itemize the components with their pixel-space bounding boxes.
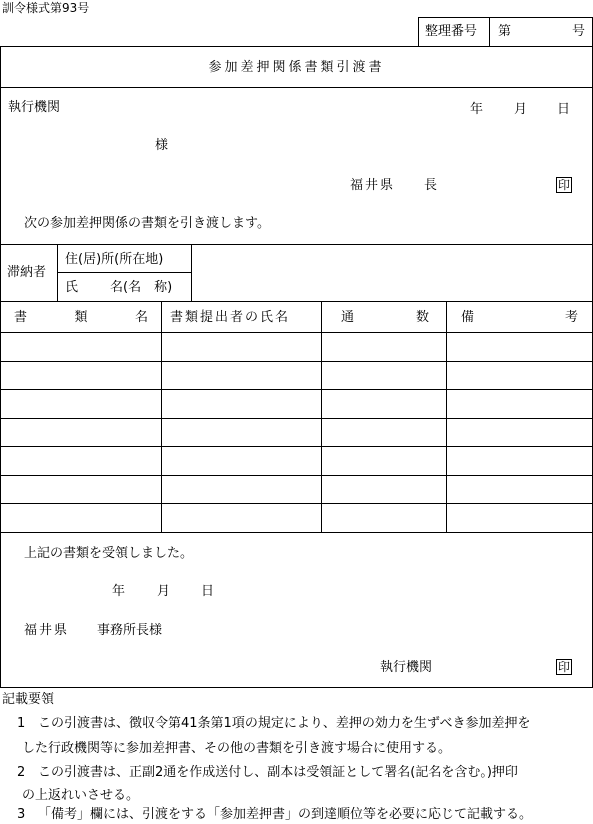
receipt-prefecture: 福井県 [24,623,70,638]
date-year: 年 [470,102,484,117]
header-remarks: 備 考 [461,310,578,325]
taxpayer-label: 滞納者 [7,265,47,280]
note-2-line-1: この引渡書は、正副2通を作成送付し、副本は受領証として署名(記名を含む。)押印 [38,765,518,780]
receipt-year: 年 [112,584,126,599]
header-count: 通 数 [341,310,429,325]
note-1-line-1: この引渡書は、徴収令第41条第1項の規定により、差押の効力を生ずべき参加差押を [38,716,531,731]
receipt-month: 月 [157,584,171,599]
note-2-number: 2 [17,765,26,780]
seiri-number-label: 整理番号 [425,24,478,39]
name-label-2: 名(名 称) [110,280,173,295]
transfer-statement: 次の参加差押関係の書類を引き渡します。 [24,216,270,231]
note-2-line-2: の上返れいさせる。 [22,788,140,803]
form-title: 参加差押関係書類引渡書 [208,60,385,75]
number-go: 号 [572,24,586,39]
note-3-number: 3 [17,807,26,822]
address-label: 住(居)所(所在地) [65,252,164,267]
header-submitter: 書類提出者の氏名 [170,310,291,325]
receipt-office: 事務所長様 [97,623,163,638]
cho-label: 長 [424,178,438,193]
form-frame [0,46,593,688]
note-1-line-2: した行政機関等に参加差押書、その他の書類を引き渡す場合に使用する。 [22,741,452,756]
number-dai: 第 [498,24,512,39]
executor-label: 執行機関 [8,100,61,115]
sama-label: 様 [155,138,169,153]
note-3-line-1: 「備考」欄には、引渡をする「参加差押書」の到達順位等を必要に応じて記載する。 [38,807,533,822]
note-1-number: 1 [17,716,26,731]
form-id: 訓令様式第93号 [2,1,90,15]
notes-heading: 記載要領 [2,692,55,707]
receipt-statement: 上記の書類を受領しました。 [24,546,194,561]
name-label-1: 氏 [65,280,79,295]
date-month: 月 [514,102,528,117]
date-day: 日 [557,102,571,117]
receipt-executor: 執行機関 [380,660,433,675]
receipt-seal-stamp: 印 [557,660,570,674]
receipt-day: 日 [201,584,215,599]
header-doc-name: 書 類 名 [14,310,148,325]
prefecture-label: 福井県 [350,178,396,193]
seal-stamp: 印 [557,178,570,192]
